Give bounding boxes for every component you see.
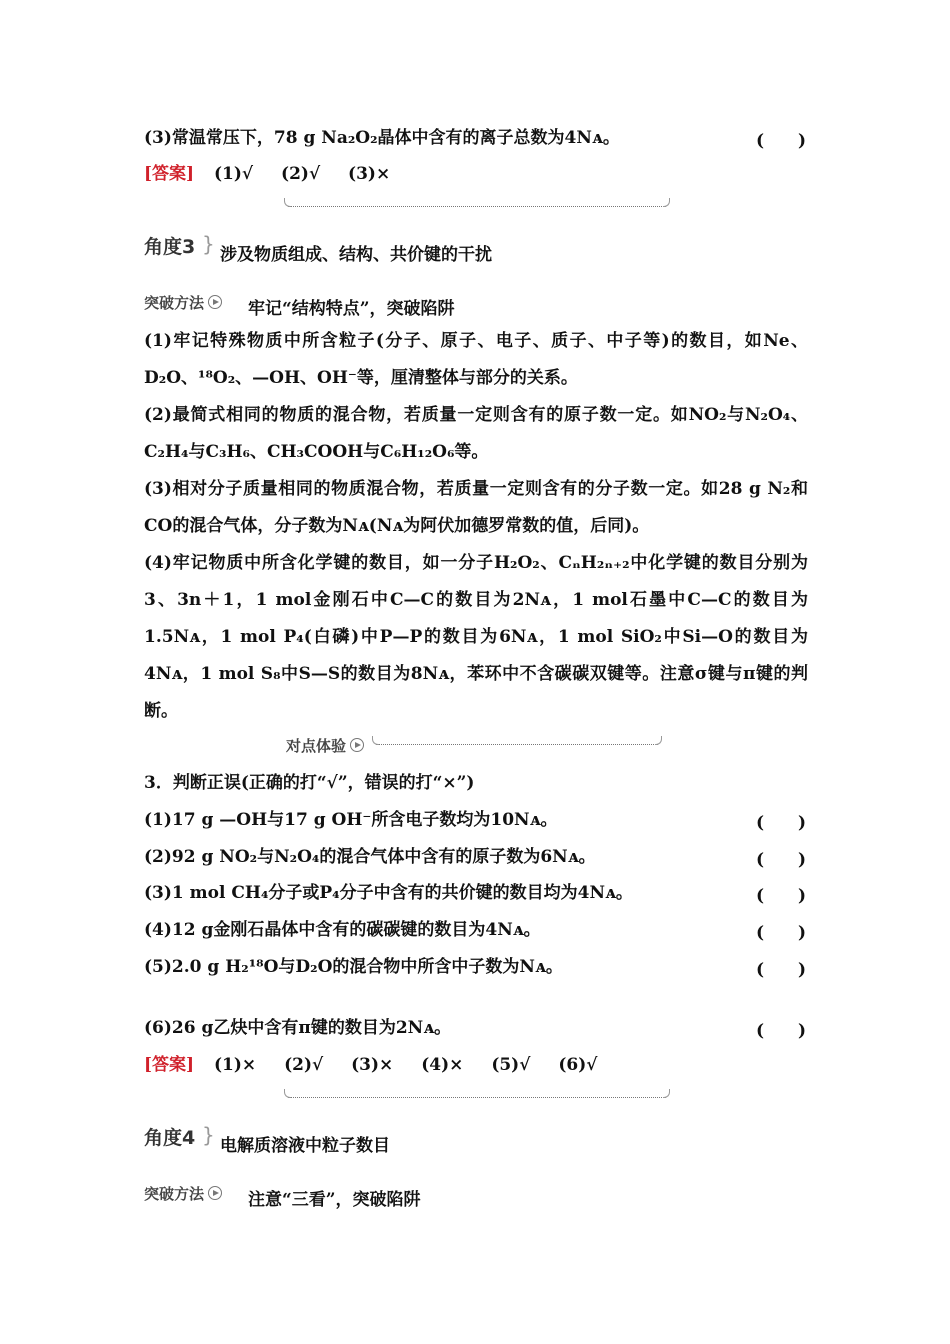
answer-label: [答案] [144,1055,195,1075]
paragraph: (2)最简式相同的物质的混合物，若质量一定则含有的原子数一定。如NO₂与N₂O₄、C₂H₄与C₃H₆、CH₃COOH与C₆H₁₂O₆等。 [144,405,808,462]
method-title: 牢记“结构特点”，突破陷阱 [248,299,455,319]
question-title: 3．判断正误(正确的打“√”，错误的打“×”) [144,773,475,793]
answer-list [214,1055,619,1075]
paragraph: (4)牢记物质中所含化学键的数目，如一分子H₂O₂、CₙH₂ₙ₊₂中化学键的数目分别为3、3n＋1，1 mol金刚石中C—C的数目为2Nᴀ，1 mol石墨中C—C的数目为1.5Nᴀ，1 mol P₄(白磷)中P—P的数目为6Nᴀ，1 mol SiO₂中Si—O的数目为4Nᴀ，1 mol S₈中S—S的数目为8Nᴀ，苯环中不含碳碳双键等。注意σ键与π键的判断。 [144,553,808,721]
question-item: (1)17 g —OH与17 g OH⁻所含电子数均为10Nᴀ。 [144,810,558,830]
answer-item: (5)√ [491,1055,531,1075]
method-label [144,1183,222,1204]
answer-item: (6)√ [558,1055,598,1075]
question-item: (6)26 g乙炔中含有π键的数目为2Nᴀ。 [144,1018,452,1038]
play-icon [208,295,222,309]
question-item: (5)2.0 g H₂¹⁸O与D₂O的混合物中所含中子数为Nᴀ。 [144,957,563,977]
practice-separator [376,734,658,745]
answer-item: (4)× [421,1055,464,1075]
answer-item: (1)√ [214,164,254,184]
question-3-line: (3)常温常压下，78 g Na₂O₂晶体中含有的离子总数为4Nᴀ。 [144,128,620,148]
answer-paren: ( ) [756,923,807,943]
brace-icon: } [202,1123,215,1147]
angle-title: 涉及物质组成、结构、共价键的干扰 [220,245,492,265]
angle-heading: 角度3 [144,236,196,258]
angle-title: 电解质溶液中粒子数目 [220,1136,390,1156]
play-icon [208,1186,222,1200]
method-label-text: 突破方法 [144,1185,205,1203]
angle-heading: 角度4 [144,1127,196,1149]
question-item: (4)12 g金刚石晶体中含有的碳碳键的数目为4Nᴀ。 [144,920,541,940]
answer-paren: ( ) [756,960,807,980]
method-title: 注意“三看”，突破陷阱 [248,1190,421,1210]
answer-item: (2)√ [284,1055,324,1075]
practice-label [286,735,364,756]
answer-row [144,1053,619,1077]
method-label [144,292,222,313]
answer-paren: ( ) [756,886,807,906]
answer-paren: ( ) [756,813,807,833]
question-item: (2)92 g NO₂与N₂O₄的混合气体中含有的原子数为6Nᴀ。 [144,847,596,867]
section-separator [288,1087,666,1098]
answer-item: (2)√ [281,164,321,184]
brace-icon: } [202,232,215,256]
answer-row [144,162,412,186]
section-separator [288,196,666,207]
answer-paren: ( ) [756,850,807,870]
paragraph: (1)牢记特殊物质中所含粒子(分子、原子、电子、质子、中子等)的数目，如Ne、D₂O、¹⁸O₂、—OH、OH⁻等，厘清整体与部分的关系。 [144,331,808,388]
answer-item: (3)× [351,1055,394,1075]
answer-paren: ( ) [756,131,807,151]
answer-label: [答案] [144,164,195,184]
practice-label-text: 对点体验 [286,737,347,755]
question-item: (3)1 mol CH₄分子或P₄分子中含有的共价键的数目均为4Nᴀ。 [144,883,633,903]
answer-item: (1)× [214,1055,257,1075]
answer-paren: ( ) [756,1021,807,1041]
answer-item: (3)× [348,164,391,184]
method-body [144,323,808,730]
play-icon [350,738,364,752]
paragraph: (3)相对分子质量相同的物质混合物，若质量一定则含有的分子数一定。如28 g N₂和CO的混合气体，分子数为Nᴀ(Nᴀ为阿伏加德罗常数的值，后同)。 [144,479,808,536]
answer-list [214,164,412,184]
method-label-text: 突破方法 [144,294,205,312]
